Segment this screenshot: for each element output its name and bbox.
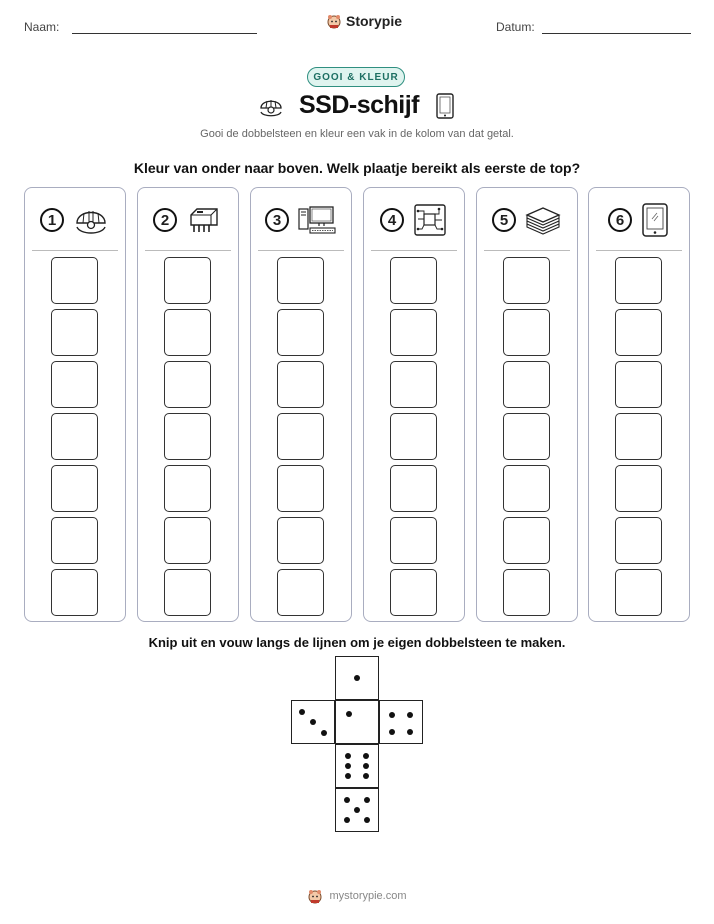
chip-icon bbox=[185, 203, 223, 237]
storypie-mascot-icon bbox=[307, 888, 323, 904]
color-cell[interactable] bbox=[503, 361, 550, 408]
color-cell[interactable] bbox=[277, 361, 324, 408]
brand-name: Storypie bbox=[346, 13, 403, 29]
color-cell[interactable] bbox=[51, 413, 98, 460]
color-cell[interactable] bbox=[164, 257, 211, 304]
pip bbox=[344, 797, 350, 803]
color-cell[interactable] bbox=[277, 569, 324, 616]
column-6 bbox=[588, 187, 690, 622]
color-cell[interactable] bbox=[164, 569, 211, 616]
color-cell[interactable] bbox=[277, 465, 324, 512]
subtitle: Gooi de dobbelsteen en kleur een vak in de kolom van dat getal. bbox=[200, 128, 514, 140]
footer-url[interactable]: mystorypie.com bbox=[329, 890, 407, 902]
column-number: 4 bbox=[380, 208, 404, 232]
die-face-3 bbox=[291, 700, 335, 744]
color-cell[interactable] bbox=[51, 517, 98, 564]
tablet-icon bbox=[433, 92, 457, 120]
pip bbox=[299, 709, 305, 715]
color-cell[interactable] bbox=[390, 569, 437, 616]
storypie-mascot-icon bbox=[326, 13, 342, 29]
pip bbox=[345, 763, 351, 769]
footer bbox=[0, 888, 714, 904]
color-cell[interactable] bbox=[51, 257, 98, 304]
pip bbox=[345, 753, 351, 759]
pip bbox=[407, 712, 413, 718]
die-face-5 bbox=[335, 788, 379, 832]
color-cell[interactable] bbox=[503, 569, 550, 616]
color-cell[interactable] bbox=[390, 361, 437, 408]
disk-stack-icon bbox=[524, 203, 562, 237]
die-face-4 bbox=[379, 700, 423, 744]
pip bbox=[345, 773, 351, 779]
pip bbox=[389, 729, 395, 735]
pip bbox=[344, 817, 350, 823]
tablet-icon bbox=[640, 202, 670, 238]
shell-icon bbox=[72, 203, 110, 237]
pip bbox=[346, 711, 352, 717]
color-cell[interactable] bbox=[615, 413, 662, 460]
color-cell[interactable] bbox=[164, 465, 211, 512]
die-face-6 bbox=[335, 744, 379, 788]
brand-logo bbox=[326, 13, 402, 29]
column-5 bbox=[476, 187, 578, 622]
color-cell[interactable] bbox=[615, 361, 662, 408]
column-number: 6 bbox=[608, 208, 632, 232]
color-cell[interactable] bbox=[503, 309, 550, 356]
column-number: 5 bbox=[492, 208, 516, 232]
color-cell[interactable] bbox=[164, 517, 211, 564]
column-divider bbox=[145, 250, 231, 251]
column-divider bbox=[596, 250, 682, 251]
color-cell[interactable] bbox=[51, 309, 98, 356]
color-cell[interactable] bbox=[164, 309, 211, 356]
column-4 bbox=[363, 187, 465, 622]
pip bbox=[354, 675, 360, 681]
color-cell[interactable] bbox=[390, 465, 437, 512]
color-cell[interactable] bbox=[615, 465, 662, 512]
color-cell[interactable] bbox=[503, 517, 550, 564]
coloring-instruction: Kleur van onder naar boven. Welk plaatje bereikt als eerste de top? bbox=[133, 160, 581, 176]
column-number: 2 bbox=[153, 208, 177, 232]
column-header bbox=[138, 200, 238, 240]
color-cell[interactable] bbox=[390, 413, 437, 460]
column-1 bbox=[24, 187, 126, 622]
color-cell[interactable] bbox=[615, 257, 662, 304]
column-divider bbox=[484, 250, 570, 251]
pip bbox=[364, 817, 370, 823]
column-header bbox=[477, 200, 577, 240]
color-cell[interactable] bbox=[277, 517, 324, 564]
color-cell[interactable] bbox=[615, 569, 662, 616]
color-cell[interactable] bbox=[390, 257, 437, 304]
pip bbox=[389, 712, 395, 718]
dice-instruction: Knip uit en vouw langs de lijnen om je eigen dobbelsteen te maken. bbox=[148, 635, 566, 650]
pip bbox=[363, 753, 369, 759]
title-row bbox=[0, 91, 714, 120]
circuit-board-icon bbox=[412, 203, 448, 237]
die-face-1 bbox=[335, 656, 379, 700]
name-line[interactable] bbox=[72, 33, 257, 34]
column-header bbox=[364, 200, 464, 240]
color-cell[interactable] bbox=[164, 413, 211, 460]
page-title: SSD-schijf bbox=[298, 91, 420, 119]
column-number: 1 bbox=[40, 208, 64, 232]
color-cell[interactable] bbox=[615, 517, 662, 564]
color-cell[interactable] bbox=[503, 413, 550, 460]
computer-icon bbox=[297, 203, 337, 237]
column-2 bbox=[137, 187, 239, 622]
column-header bbox=[25, 200, 125, 240]
column-3 bbox=[250, 187, 352, 622]
column-number: 3 bbox=[265, 208, 289, 232]
column-header bbox=[251, 200, 351, 240]
column-divider bbox=[258, 250, 344, 251]
color-cell[interactable] bbox=[277, 309, 324, 356]
color-cell[interactable] bbox=[615, 309, 662, 356]
pip bbox=[354, 807, 360, 813]
die-face-1 bbox=[335, 700, 379, 744]
color-cell[interactable] bbox=[390, 517, 437, 564]
color-cell[interactable] bbox=[164, 361, 211, 408]
date-line[interactable] bbox=[542, 33, 691, 34]
color-cell[interactable] bbox=[503, 465, 550, 512]
dice-columns bbox=[24, 187, 690, 624]
color-cell[interactable] bbox=[51, 361, 98, 408]
activity-badge: GOOI & KLEUR bbox=[307, 67, 405, 87]
color-cell[interactable] bbox=[503, 257, 550, 304]
pip bbox=[363, 773, 369, 779]
color-cell[interactable] bbox=[51, 465, 98, 512]
shell-icon bbox=[257, 92, 285, 120]
color-cell[interactable] bbox=[390, 309, 437, 356]
date-label: Datum: bbox=[496, 20, 535, 34]
color-cell[interactable] bbox=[277, 257, 324, 304]
pip bbox=[321, 730, 327, 736]
column-divider bbox=[32, 250, 118, 251]
pip bbox=[407, 729, 413, 735]
column-header bbox=[589, 200, 689, 240]
pip bbox=[310, 719, 316, 725]
pip bbox=[364, 797, 370, 803]
name-label: Naam: bbox=[24, 20, 60, 34]
color-cell[interactable] bbox=[51, 569, 98, 616]
color-cell[interactable] bbox=[277, 413, 324, 460]
pip bbox=[363, 763, 369, 769]
column-divider bbox=[371, 250, 457, 251]
